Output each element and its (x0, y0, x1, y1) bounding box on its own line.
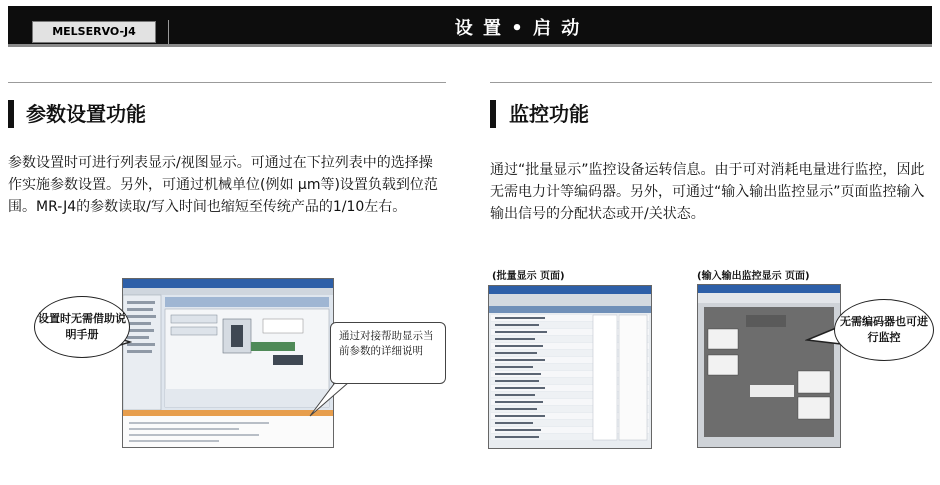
batch-display-screenshot (488, 285, 652, 449)
left-section-title: 参数设置功能 (26, 102, 146, 126)
header-banner (8, 6, 932, 47)
right-speech-bubble: 无需编码器也可进行监控 (834, 299, 934, 361)
right-section-rule (490, 82, 932, 83)
left-speech-bubble: 设置时无需借助说明手册 (34, 296, 130, 358)
brand-logo: MELSERVO-J4 (32, 21, 156, 43)
header-divider (168, 20, 169, 44)
left-paragraph: 参数设置时可进行列表显示/视图显示。可通过在下拉列表中的选择操作实施参数设置。另外，可通过机械单位(例如 μm等)设置负载到位范围。MR-J4的参数读取/写入时间也缩短至传统产品的1/10左右。 (8, 155, 438, 215)
help-callout: 通过对接帮助显示当前参数的详细说明 (330, 322, 446, 384)
io-monitor-caption: (输入输出监控显示 页面) (697, 271, 810, 282)
left-section-marker (8, 100, 14, 128)
left-section-rule (8, 82, 446, 83)
right-section-marker (490, 100, 496, 128)
parameter-setting-screenshot (122, 278, 334, 448)
batch-display-caption: (批量显示 页面) (492, 271, 565, 282)
page-title: 设 置 • 启 动 (454, 18, 582, 39)
right-section-title: 监控功能 (509, 102, 589, 126)
right-paragraph: 通过“批量显示”监控设备运转信息。由于可对消耗电量进行监控，因此无需电力计等编码器。另外，可通过“输入输出监控显示”页面监控输入输出信号的分配状态或开/关状态。 (490, 162, 925, 222)
batch-display-graphic (489, 286, 651, 448)
io-monitor-graphic (698, 285, 840, 447)
io-monitor-screenshot (697, 284, 841, 448)
